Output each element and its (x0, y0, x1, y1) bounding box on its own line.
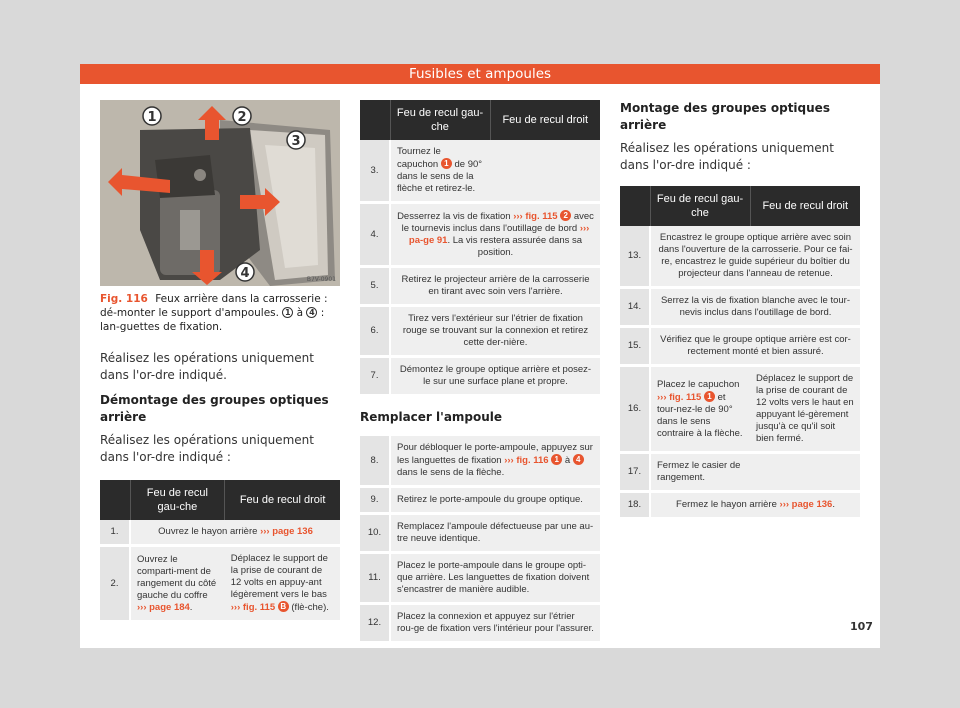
table-row: 8. Pour débloquer le porte-ampoule, appuyez sur les languettes de fixation ››› fig. 116 1 à 4 dans le sens de la flèche. (360, 436, 600, 487)
callout-ref-4: 4 (306, 307, 317, 318)
tail-light-illustration (100, 100, 340, 286)
figure-caption: Fig. 116 Feux arrière dans la carrosserie : dé-monter le support d'ampoules. 1 à 4 : lan-guettes de fixation. (100, 293, 328, 333)
link-page-136[interactable]: ››› page 136 (260, 526, 313, 537)
tail-light-figure (100, 100, 340, 286)
callout-3: 3 (291, 134, 301, 149)
section-title-disassembly: Démontage des groupes optiques arrière (100, 393, 329, 424)
figure-number: Fig. 116 (100, 293, 148, 305)
link-page-136[interactable]: ››› page 136 (779, 499, 833, 510)
figure-code: B7V-0901 (306, 276, 336, 283)
table-row: 12. Placez la connexion et appuyez sur l'étrier rou-ge de fixation vers l'intérieur pour l'assurer. (360, 604, 600, 643)
section-title-assembly: Montage des groupes optiques arrière (620, 101, 830, 132)
link-fig-115[interactable]: ››› fig. 115 (513, 211, 558, 222)
callout-2: 2 (237, 110, 247, 125)
table-row: 3. Tournez le capuchon 1 de 90° dans le sens de la flèche et retirez-le. (360, 140, 600, 203)
table-row: 11. Placez le porte-ampoule dans le groupe opti-que arrière. Les languettes de fixation doivent s'encastrer de manière audible. (360, 553, 600, 604)
table-row: 16. Placez le capuchon ››› fig. 115 1 et tour-nez-le de 90° dans le sens contraire à la flèche. Déplacez le support de la prise de courant de 12 volts vers le haut en appuyant lé-gèrement jusqu'à ce qu'il soit bien fermé. (620, 366, 860, 453)
table-assembly: Feu de recul gau-che Feu de recul droit 13. Encastrez le groupe optique arrière avec soin dans l'ouverture de la carrosserie. Pour ce fai-re, encastrez le guide supérieur du boîtier du projecteur dans l'anneau de retenue. 14. Serrez la vis de fixation blanche avec le tour-nevis inclus dans l'outillage de bord. 15. Vérifiez que le groupe optique arrière est cor-rectement monté et bien assuré. 16. Placez le capuchon ››› fig. 115 1 et tour-nez-le de 90° dans le sens contraire à la flèche. Déplacez le support de la prise de courant de 12 volts vers le haut en appuyant lé-gèrement jusqu'à ce qu'il soit bien fermé. 17. Fermez le casier de rangement. 18. Fermez le hayon arrière ››› page 136. (620, 186, 860, 520)
link-fig-115[interactable]: ››› fig. 115 (230, 602, 276, 613)
table-row: 18. Fermez le hayon arrière ››› page 136. (620, 492, 860, 519)
middle-column (360, 100, 600, 644)
table-row: 4. Desserrez la vis de fixation ››› fig. 115 2 avec le tournevis inclus dans l'outillage de bord ››› pa-ge 91. La vis restera assurée dans sa position. (360, 203, 600, 267)
table-disassembly: Feu de recul gau-che Feu de recul droit 1. Ouvrez le hayon arrière ››› page 136 2. Ouvrez le comparti-ment de rangement du côté gauche du coffre ››› page 184. Déplacez le support de la prise de courant de 12 volts en appuy-ant légèrement vers le bas ››› fig. 115 B (flè-che). (100, 480, 340, 623)
table-row: 17. Fermez le casier de rangement. (620, 453, 860, 492)
table-row: 9. Retirez le porte-ampoule du groupe optique. (360, 487, 600, 514)
table-row: 14. Serrez la vis de fixation blanche avec le tour-nevis inclus dans l'outillage de bord. (620, 288, 860, 327)
table-row: 6. Tirez vers l'extérieur sur l'étrier de fixation rouge se trouvant sur la connexion et retirez cette der-nière. (360, 306, 600, 357)
page-header: Fusibles et ampoules (80, 64, 880, 84)
section-intro-assembly: Réalisez les opérations uniquement dans l'or-dre indiqué : (620, 141, 834, 172)
table-disassembly-continued: Feu de recul gau-che Feu de recul droit 3. Tournez le capuchon 1 de 90° dans le sens de la flèche et retirez-le. 4. Desserrez la vis de fixation ››› fig. 115 2 avec le tournevis inclus dans l'outillage de bord ››› pa-ge 91. La vis restera assurée dans sa position. 5. Retirez le projecteur arrière de la carrosserie en tirant avec soin vers l'arrière. 6. Tirez vers l'extérieur sur l'étrier de fixation rouge se trouvant sur la connexion et retirez cette der-nière. 7. Démontez le groupe optique arrière et posez-le sur une surface plane et propre. (360, 100, 600, 397)
table-row: 5. Retirez le projecteur arrière de la carrosserie en tirant avec soin vers l'arrière. (360, 267, 600, 306)
link-page-91[interactable]: ››› pa-ge 91 (408, 223, 590, 246)
table-row: 15. Vérifiez que le groupe optique arrière est cor-rectement monté et bien assuré. (620, 327, 860, 366)
table-replace-bulb (360, 436, 600, 644)
link-page-184[interactable]: ››› page 184 (137, 601, 190, 613)
section-title-replace-bulb: Remplacer l'ampoule (360, 410, 503, 424)
left-intro: Réalisez les opérations uniquement dans l'or-dre indiqué. (100, 351, 314, 382)
table-row: 10. Remplacez l'ampoule défectueuse par une au-tre neuve identique. (360, 514, 600, 553)
callout-ref-1: 1 (282, 307, 293, 318)
page-number: 107 (850, 620, 873, 633)
callout-4: 4 (240, 266, 250, 281)
table-row: 2. Ouvrez le comparti-ment de rangement du côté gauche du coffre ››› page 184. Déplacez le support de la prise de courant de 12 volts en appuy-ant légèrement vers le bas ››› fig. 115 B (flè-che). (100, 546, 340, 622)
table-row: 13. Encastrez le groupe optique arrière avec soin dans l'ouverture de la carrosserie. Pour ce fai-re, encastrez le guide supérieur du boîtier du projecteur dans l'anneau de retenue. (620, 226, 860, 288)
table-row: 1. Ouvrez le hayon arrière ››› page 136 (100, 520, 340, 546)
right-column (620, 100, 860, 520)
table-row: 7. Démontez le groupe optique arrière et posez-le sur une surface plane et propre. (360, 357, 600, 396)
section-intro-disassembly: Réalisez les opérations uniquement dans l'or-dre indiqué : (100, 433, 314, 464)
left-column (100, 350, 340, 623)
link-fig-115[interactable]: ››› fig. 115 (657, 391, 702, 403)
link-fig-116[interactable]: ››› fig. 116 (504, 455, 549, 466)
callout-1: 1 (147, 110, 157, 125)
